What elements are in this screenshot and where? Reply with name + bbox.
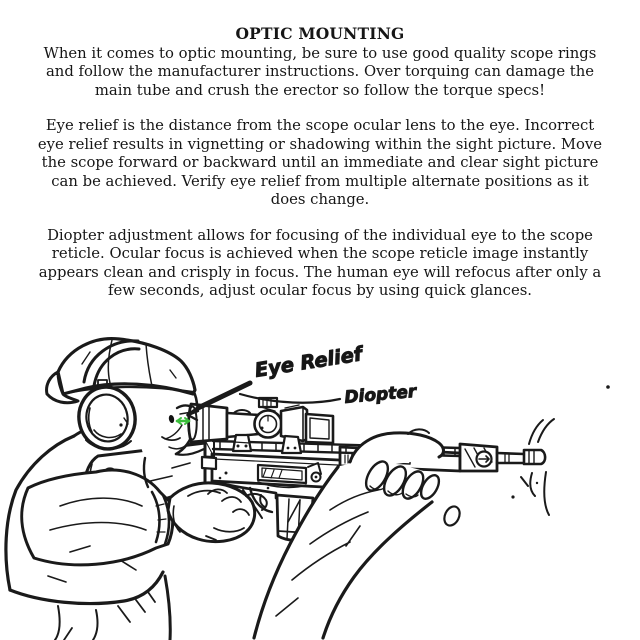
paragraph-eye-relief: Eye relief is the distance from the scope ocular lens to the eye. Incorrect eye relief results in vignetting or shadowing within the sight picture. Move the scope forward or backward until an immediate and clear sight picture can be achieved. Verify eye relief from multiple alternate positions as it does change. [37,117,603,209]
trigger-arm [22,470,173,565]
shooter-illustration [0,330,640,640]
turret-saddle [255,411,282,438]
paragraph-optic-mounting: When it comes to optic mounting, be sure to use good quality scope rings and follow the manufacturer instructions. Over torquing can damage the main tube and crush the erector so follow the torque specs! [43,45,597,99]
barrel [497,450,545,464]
charging-handle [202,457,216,469]
eye-relief-label: Eye Relief [253,342,364,382]
diopter-label: Diopter [343,381,417,408]
diopter-pointer [240,394,340,403]
article-title: OPTIC MOUNTING [235,24,405,43]
paragraph-diopter: Diopter adjustment allows for focusing of the individual eye to the scope reticle. Ocular focus is achieved when the scope reticle image instantly appears clean and crisply in focus. The human eye will refocus after only a few seconds, adjust ocular focus by using quick glances. [38,226,602,300]
article [20,24,620,318]
